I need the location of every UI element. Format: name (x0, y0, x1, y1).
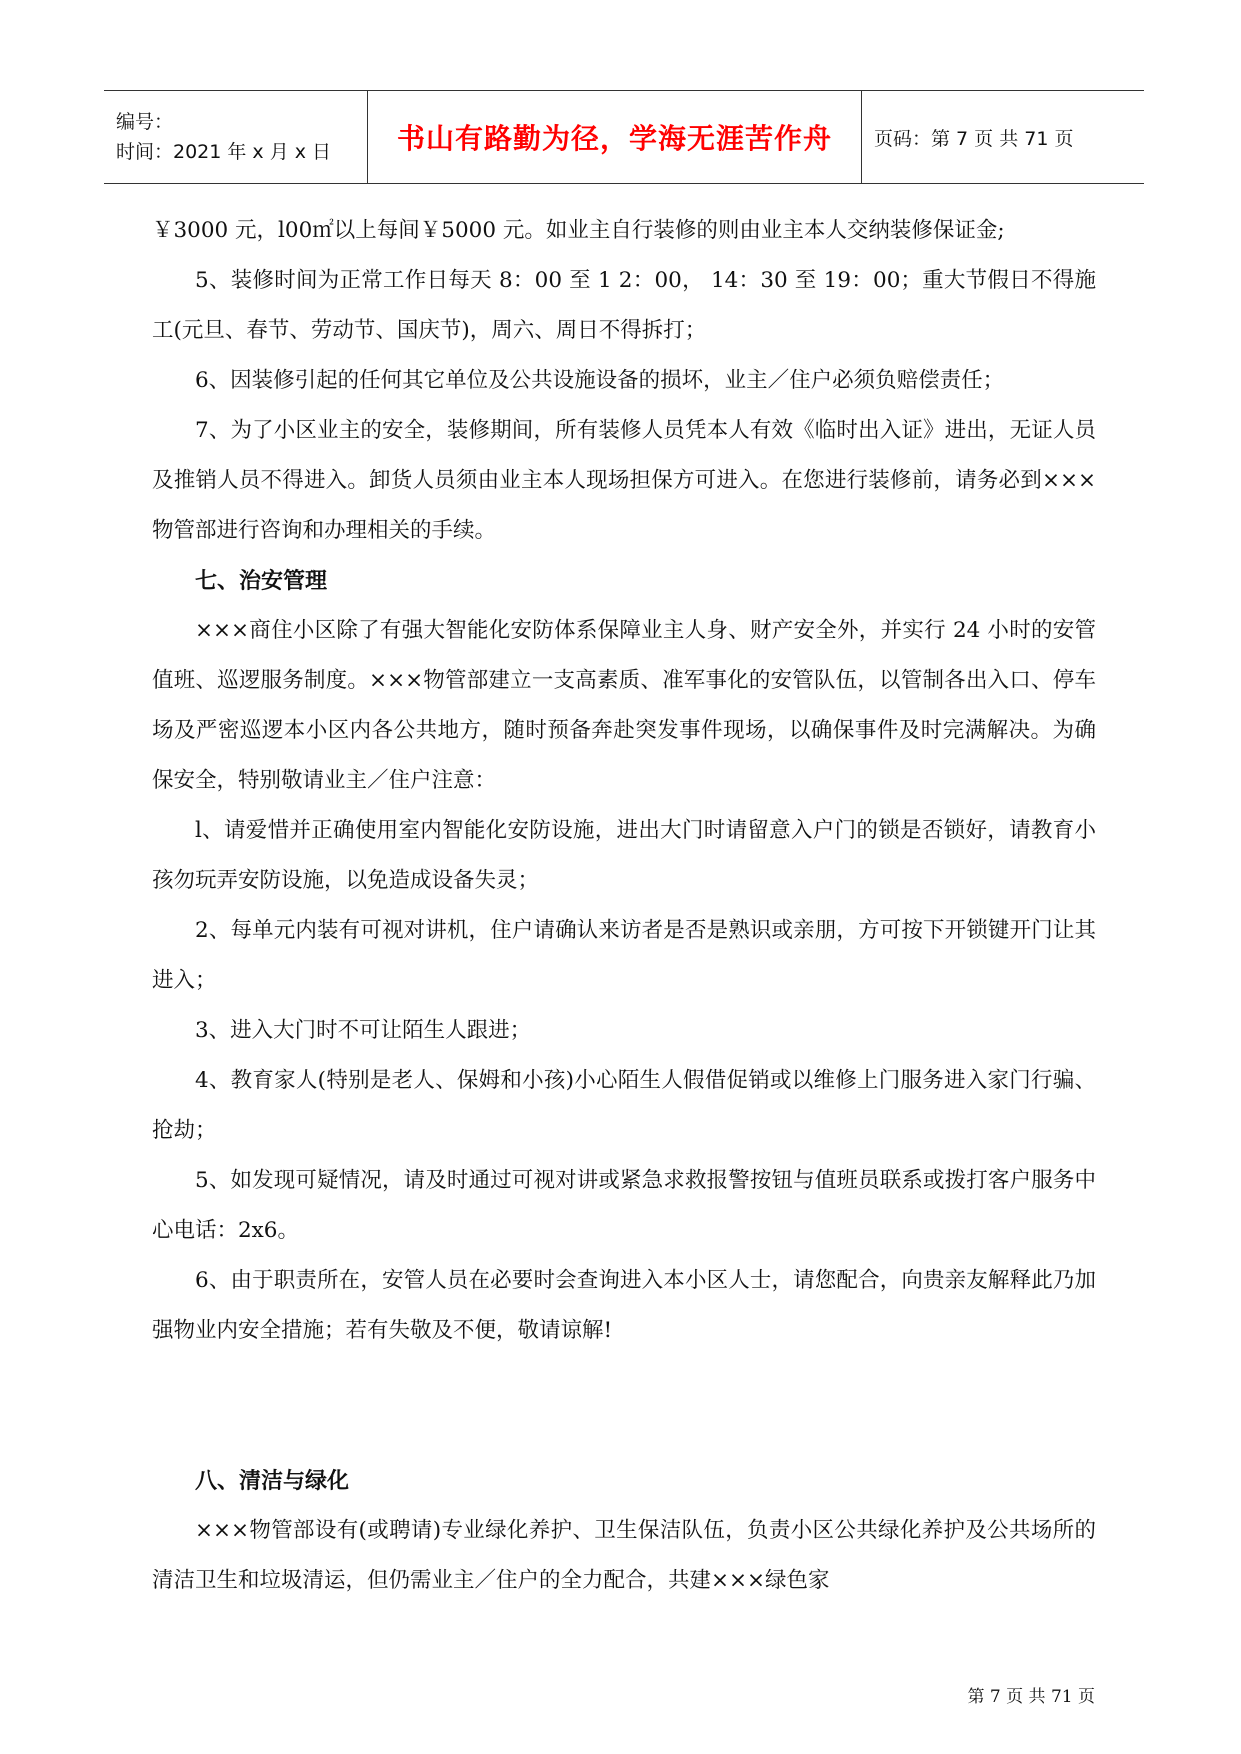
paragraph: ￥3000 元，l00㎡以上每间￥5000 元。如业主自行装修的则由业主本人交纳装修保证金; (152, 218, 1005, 243)
paragraph: 3、进入大门时不可让陌生人跟进； (195, 1018, 532, 1043)
header-motto: 书山有路勤为径，学海无涯苦作舟 (396, 122, 832, 155)
paragraph: l、请爱惜并正确使用室内智能化安防设施，进出大门时请留意入户门的锁是否锁好，请教育小孩勿玩弄安防设施，以免造成设备失灵； (152, 818, 1096, 893)
paragraph: 5、装修时间为正常工作日每天 8：00 至 1 2：00， 14：30 至 19：00；重大节假日不得施工(元旦、春节、劳动节、国庆节)，周六、周日不得拆打； (152, 268, 1096, 343)
paragraph: 4、教育家人(特别是老人、保姆和小孩)小心陌生人假借促销或以维修上门服务进入家门行骗、抢劫； (152, 1068, 1096, 1143)
header-page-cell (862, 91, 1144, 183)
section-heading-cleaning: 八、清洁与绿化 (195, 1468, 350, 1494)
page-footer: 第 7 页 共 71 页 (967, 1687, 1095, 1707)
document-code-label: 编号： (116, 111, 174, 133)
document-body (152, 206, 1096, 1606)
document-date: 时间：2021 年 x 月 x 日 (116, 141, 332, 163)
paragraph: 5、如发现可疑情况，请及时通过可视对讲或紧急求救报警按钮与值班员联系或拨打客户服务中心电话：2x6。 (152, 1168, 1096, 1243)
header-page-info: 页码：第 7 页 共 71 页 (874, 127, 1074, 150)
paragraph: 2、每单元内装有可视对讲机，住户请确认来访者是否是熟识或亲朋，方可按下开锁键开门让其进入； (152, 918, 1096, 993)
header-motto-cell (368, 91, 862, 183)
paragraph: ×××物管部设有(或聘请)专业绿化养护、卫生保洁队伍，负责小区公共绿化养护及公共场所的清洁卫生和垃圾清运，但仍需业主／住户的全力配合，共建×××绿色家 (152, 1518, 1096, 1593)
paragraph: 6、因装修引起的任何其它单位及公共设施设备的损坏，业主／住户必须负赔偿责任； (195, 368, 1005, 393)
header-meta-cell (104, 91, 368, 183)
paragraph: 7、为了小区业主的安全，装修期间，所有装修人员凭本人有效《临时出入证》进出，无证人员及推销人员不得进入。卸货人员须由业主本人现场担保方可进入。在您进行装修前，请务必到×××物管部进行咨询和办理相关的手续。 (152, 418, 1096, 543)
document-header (104, 90, 1144, 184)
paragraph: 6、由于职责所在，安管人员在必要时会查询进入本小区人士，请您配合，向贵亲友解释此乃加强物业内安全措施；若有失敬及不便，敬请谅解! (152, 1268, 1096, 1343)
section-spacer (152, 1356, 1096, 1456)
section-heading-security: 七、治安管理 (195, 568, 328, 594)
paragraph: ×××商住小区除了有强大智能化安防体系保障业主人身、财产安全外，并实行 24 小时的安管值班、巡逻服务制度。×××物管部建立一支高素质、准军事化的安管队伍，以管制各出入口、停车场及严密巡逻本小区内各公共地方，随时预备奔赴突发事件现场，以确保事件及时完满解决。为确保安全，特别敬请业主／住户注意： (152, 618, 1096, 793)
